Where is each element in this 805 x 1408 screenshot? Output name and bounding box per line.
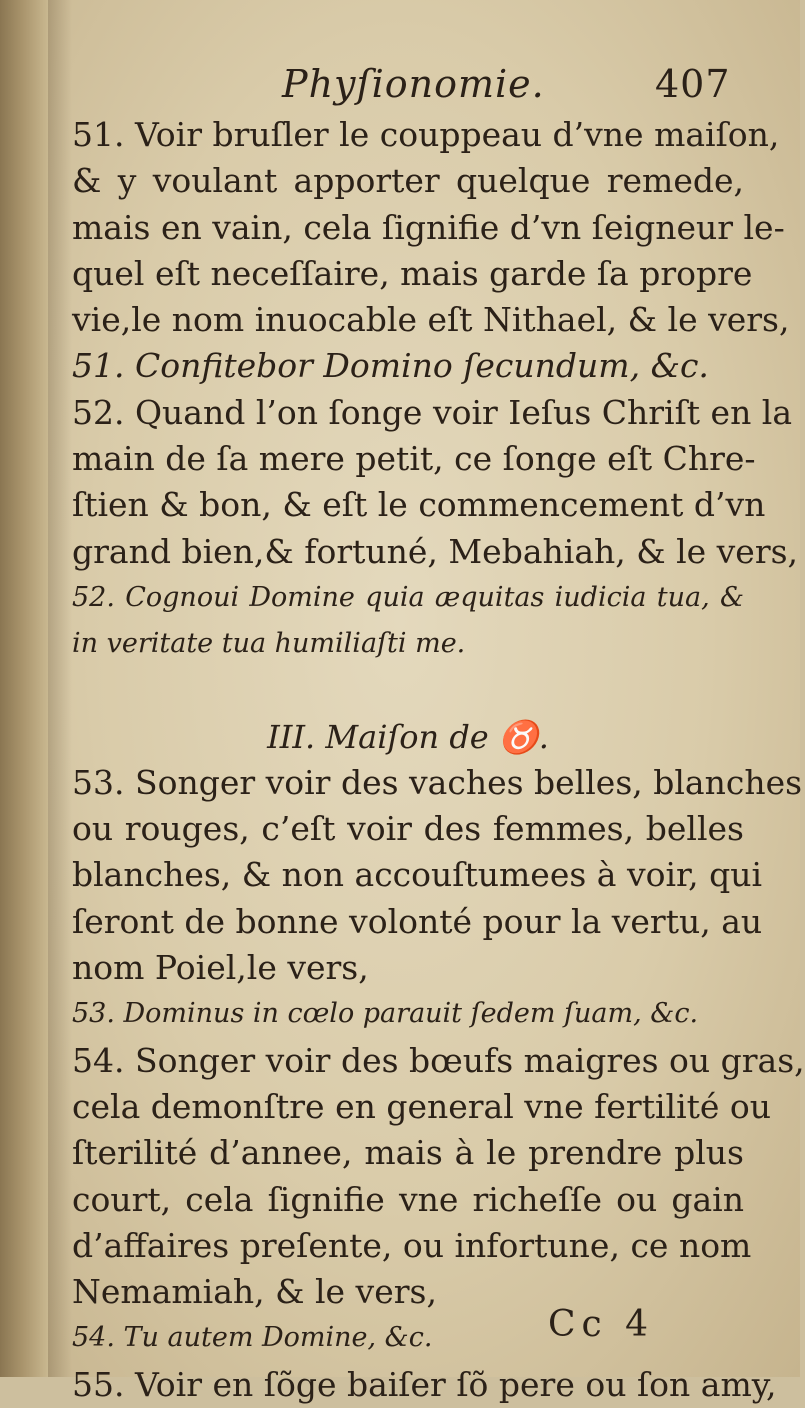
gutter-shadow	[48, 0, 72, 1377]
text-line: cela demonſtre en general vne fertilité ou	[72, 1086, 772, 1126]
verse-line: 52. Cognoui Domine quia æquitas iudicia tua, &	[72, 581, 744, 613]
text-line: 53. Songer voir des vaches belles, blanches	[72, 762, 803, 802]
page-gutter	[0, 0, 48, 1377]
text-line: quel eſt neceſſaire, mais garde ſa propre	[72, 253, 753, 293]
verse-line: in veritate tua humiliaſti me.	[72, 628, 466, 660]
text-line: mais en vain, cela ſignifie d’vn ſeigneur le-	[72, 207, 785, 247]
page-body	[72, 112, 805, 1408]
text-line: Nemamiah, & le vers,	[72, 1272, 437, 1312]
text-line: grand bien,& fortuné, Mebahiah, & le vers,	[72, 531, 799, 571]
section-heading: III. Maiſon de ♉.	[267, 717, 549, 756]
text-line: & y voulant apporter quelque remede,	[72, 161, 744, 201]
text-line: nom Poiel,le vers,	[72, 948, 369, 988]
text-line: main de ſa mere petit, ce ſonge eſt Chre-	[72, 439, 756, 479]
text-line: 51. Voir bruſler le couppeau d’vne maiſon,	[72, 115, 780, 154]
text-line: d’affaires preſente, ou infortune, ce nom	[72, 1225, 752, 1265]
text-line: ou rouges, c’eſt voir des femmes, belles	[72, 809, 744, 849]
text-line: 55. Voir en ſõge baiſer ſõ pere ou ſon amy,	[72, 1364, 777, 1404]
section-spacer	[72, 668, 744, 714]
text-line: ſtien & bon, & eſt le commencement d’vn	[72, 485, 766, 525]
signature-mark: Cc 4	[548, 1304, 655, 1345]
text-line: blanches, & non accouſtumees à voir, qui	[72, 855, 763, 895]
page-number: 407	[655, 62, 731, 106]
text-line: ſterilité d’annee, mais à le prendre plus	[72, 1133, 744, 1173]
verse-line: 53. Dominus in cœlo parauit ſedem ſuam, &c.	[72, 998, 699, 1030]
text-line: ſeront de bonne volonté pour la vertu, au	[72, 901, 763, 941]
text-line: 52. Quand l’on ſonge voir Ieſus Chriſt en la	[72, 392, 793, 432]
text-line: 54. Songer voir des bœufs maigres ou gras,	[72, 1040, 805, 1080]
text-line: court, cela ſignifie vne richeſſe ou gain	[72, 1179, 744, 1219]
text-line: vie,le nom inuocable eſt Nithael, & le vers,	[72, 300, 790, 340]
verse-line: 51. Confitebor Domino ſecundum, &c.	[72, 346, 709, 386]
verse-line: 54. Tu autem Domine, &c.	[72, 1322, 433, 1354]
running-header-title: Phyſionomie.	[282, 62, 545, 106]
